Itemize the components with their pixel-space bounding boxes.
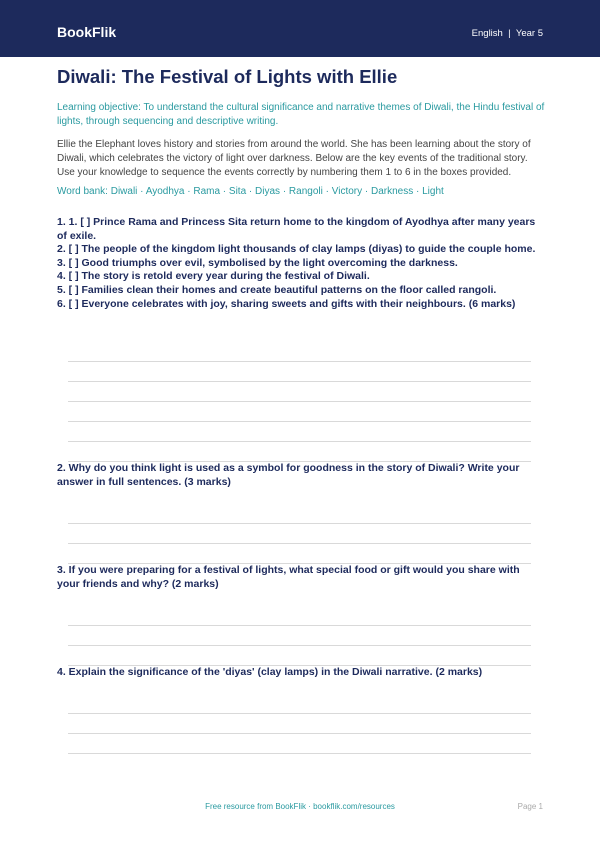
year-label: Year 5 <box>515 28 543 39</box>
answer-line[interactable] <box>68 733 531 734</box>
subject-label: English <box>471 28 503 39</box>
intro-paragraph: Ellie the Elephant loves history and stories from around the world. She has been learning about the story of Diwali, which celebrates the victory of light over darkness. Below are the key events of the traditional story. Use your knowledge to sequence the events correctly by numbering them 1 to 6 in the boxes provided. <box>57 139 531 178</box>
question-1-sequence-list <box>57 216 547 311</box>
word-bank: Word bank: Diwali · Ayodhya · Rama · Sita · Diyas · Rangoli · Victory · Darkness · Light <box>57 186 444 197</box>
question-2: 2. Why do you think light is used as a symbol for goodness in the story of Diwali? Write your answer in full sentences. (3 marks) <box>57 462 520 488</box>
question-3: 3. If you were preparing for a festival of lights, what special food or gift would you share with your friends and why? (2 marks) <box>57 564 520 590</box>
brand-logo-text: BookFlik <box>57 24 117 40</box>
sequence-item-4: 4. [ ] The story is retold every year during the festival of Diwali. <box>57 270 370 283</box>
answer-line[interactable] <box>68 401 531 402</box>
answer-line[interactable] <box>68 523 531 524</box>
header-separator: | <box>508 28 511 39</box>
answer-line[interactable] <box>68 381 531 382</box>
answer-line[interactable] <box>68 421 531 422</box>
answer-line[interactable] <box>68 713 531 714</box>
sequence-item-6: 6. [ ] Everyone celebrates with joy, sharing sweets and gifts with their neighbours. (6 marks) <box>57 297 516 310</box>
question-4: 4. Explain the significance of the 'diyas' (clay lamps) in the Diwali narrative. (2 marks) <box>57 666 483 678</box>
answer-line[interactable] <box>68 753 531 754</box>
sequence-item-1: 1. 1. [ ] Prince Rama and Princess Sita return home to the kingdom of Ayodhya after many years of exile. <box>57 216 536 242</box>
page-title: Diwali: The Festival of Lights with Ellie <box>57 66 398 87</box>
footer-credit: Free resource from BookFlik · bookflik.com/resources <box>205 802 395 811</box>
sequence-item-2: 2. [ ] The people of the kingdom light thousands of clay lamps (diyas) to guide the couple home. <box>57 243 536 256</box>
sequence-item-5: 5. [ ] Families clean their homes and create beautiful patterns on the floor called rangoli. <box>57 283 497 296</box>
sequence-item-3: 3. [ ] Good triumphs over evil, symbolised by the light overcoming the darkness. <box>57 256 458 269</box>
subject-year-label <box>472 28 543 39</box>
answer-line[interactable] <box>68 543 531 544</box>
page-header <box>0 0 600 57</box>
answer-line[interactable] <box>68 645 531 646</box>
page-number: Page 1 <box>517 802 543 811</box>
answer-line[interactable] <box>68 625 531 626</box>
learning-objective: Learning objective: To understand the cultural significance and narrative themes of Diwali, the Hindu festival of lights, through sequencing and descriptive writing. <box>57 102 545 127</box>
answer-line[interactable] <box>68 361 531 362</box>
answer-line[interactable] <box>68 441 531 442</box>
